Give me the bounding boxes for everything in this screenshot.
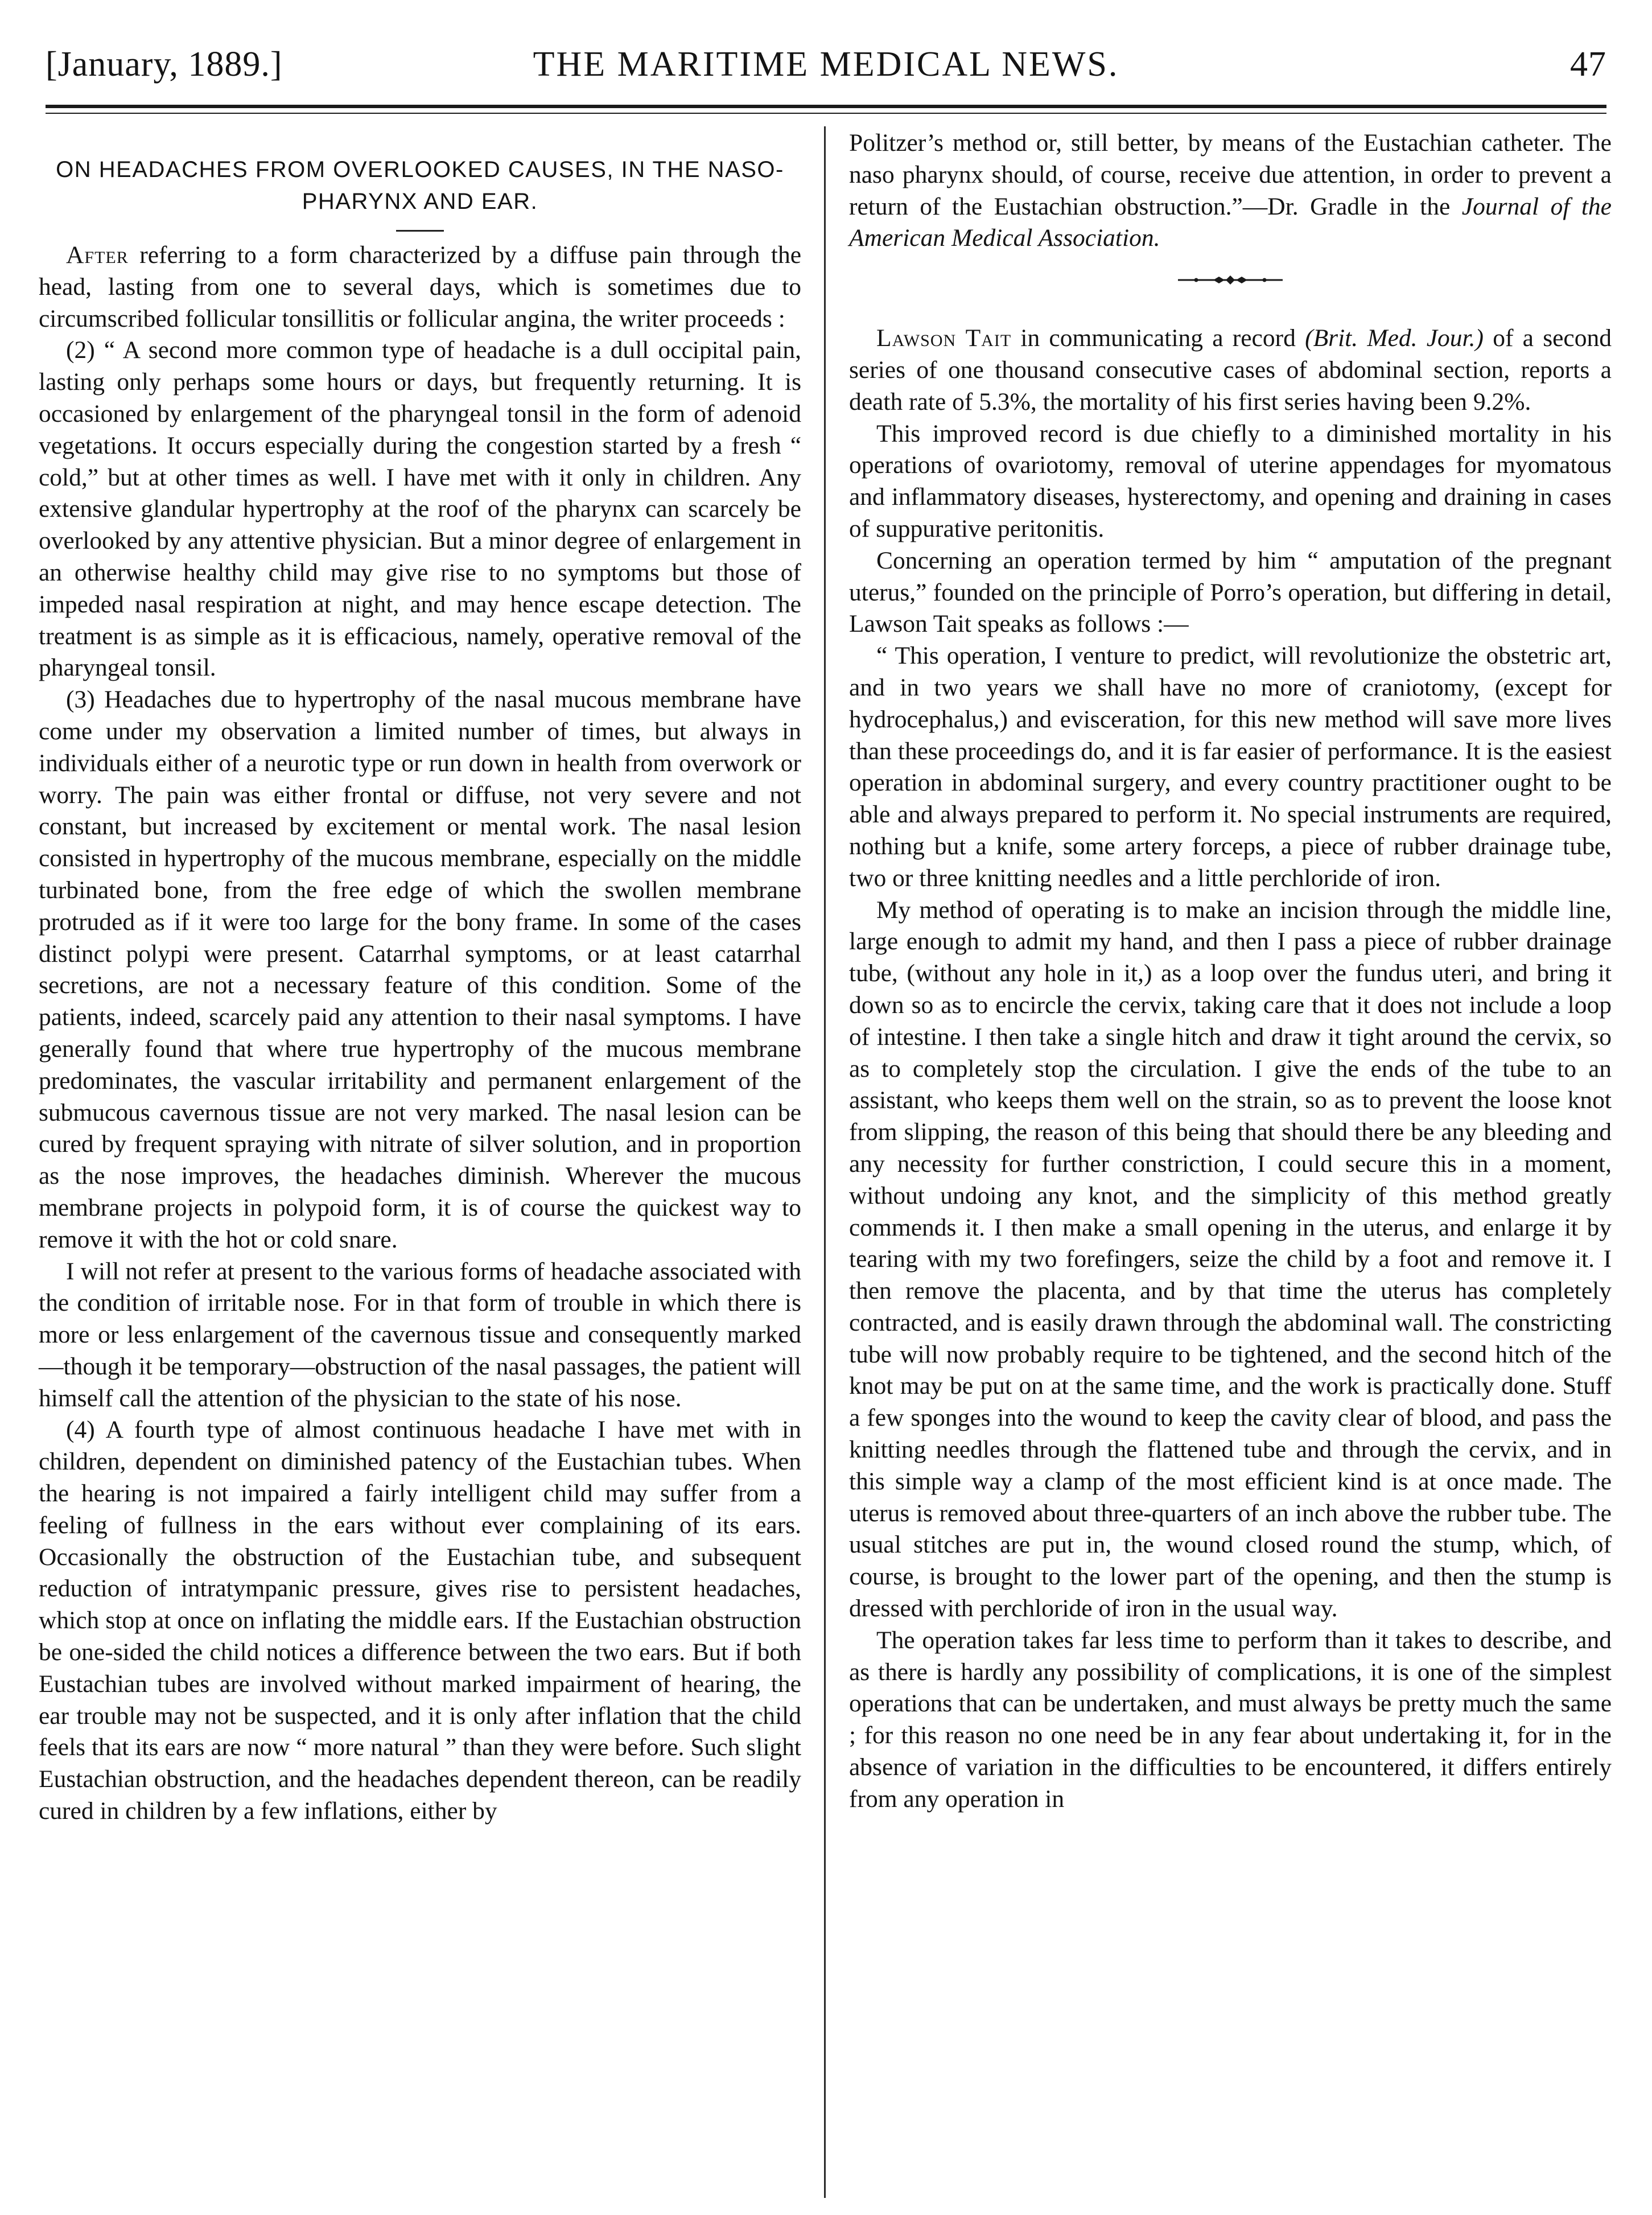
journal-title: THE MARITIME MEDICAL NEWS. bbox=[533, 45, 1119, 84]
ornament-rule-icon bbox=[1173, 271, 1287, 289]
lead-word: After bbox=[66, 241, 129, 269]
article-paragraph: This improved record is due chiefly to a diminished mortality in his operations of ovariotomy, removal of uterine appendages for myomatous and inflammatory diseases, hysterectomy, and opening and draining in cases of suppurative peritonitis. bbox=[849, 419, 1612, 542]
article-paragraph: After referring to a form characterized by a diffuse pain through the head, lasting from one to several days, which is sometimes due to circumscribed follicular tonsillitis or follicular angina, the writer proceeds : bbox=[39, 241, 801, 332]
article-paragraph: (4) A fourth type of almost continuous headache I have met with in children, dependent on diminished patency of the Eustachian tubes. When the hearing is not impaired a fairly intelligent child may suffer from a feeling of fullness in the ears without ever complaining of its ears. Occasionally the obstruction of the Eustachian tube, and subsequent reduction of intratympanic pressure, gives rise to persistent headaches, which stop at once on inflating the middle ears. If the Eustachian obstruction be one-sided the child notices a difference between the two ears. But if both Eustachian tubes are involved without marked impairment of hearing, the ear trouble may not be suspected, and it is only after inflation that the child feels that its ears are now “ more natural ” than they were before. Such slight Eustachian obstruction, and the headaches dependent thereon, can be readily cured in children by a few inflations, either by bbox=[39, 1416, 801, 1825]
article-paragraph: Lawson Tait in communicating a record (Brit. Med. Jour.) of a second series of one thousand consecutive cases of abdominal section, reports a death rate of 5.3%, the mortality of his first series having been 9.2%. bbox=[849, 324, 1612, 415]
citation: (Brit. Med. Jour.) bbox=[1305, 324, 1484, 352]
section-ornament bbox=[849, 254, 1612, 306]
page-number: 47 bbox=[1570, 45, 1606, 84]
lead-name: Lawson Tait bbox=[876, 324, 1012, 352]
article-paragraph: The operation takes far less time to perform than it takes to describe, and as there is hardly any possibility of complications, it is one of the simplest operations that can be undertaken, and must always be pretty much the same ; for this reason no one need be in any fear about undertaking it, for in the absence of variation in the difficulties to be encountered, it differs entirely from any operation in bbox=[849, 1626, 1612, 1813]
article-paragraph: I will not refer at present to the various forms of headache associated with the condition of irritable nose. For in that form of trouble in which there is more or less enlargement of the cavernous tissue and consequently marked—though it be temporary—obstruction of the nasal passages, the patient will himself call the attention of the physician to the state of his nose. bbox=[39, 1257, 801, 1412]
source-citation: Journal of the American Medical Association. bbox=[849, 192, 1612, 252]
left-column bbox=[39, 127, 801, 1827]
header-rule-thin bbox=[46, 113, 1606, 114]
article-paragraph: (3) Headaches due to hypertrophy of the nasal mucous membrane have come under my observation a limited number of times, but always in individuals either of a neurotic type or run down in health from overwork or worry. The pain was either frontal or diffuse, not very severe and not constant, but increased by excitement or mental work. The nasal lesion consisted in hypertrophy of the mucous membrane, especially on the middle turbinated bone, from the free edge of which the swollen membrane protruded as if it were too large for the bony frame. In some of the cases distinct polypi were present. Catarrhal symptoms, or at least catarrhal secretions, are not a necessary feature of this condition. Some of the patients, indeed, scarcely paid any attention to their nasal symptoms. I have generally found that where true hypertrophy of the mucous membrane predominates, the vascular irritability and permanent enlargement of the submucous cavernous tissue are not very marked. The nasal lesion can be cured by frequent spraying with nitrate of silver solution, and in proportion as the nose improves, the headaches diminish. Wherever the mucous membrane projects in polypoid form, it is of course the quickest way to remove it with the hot or cold snare. bbox=[39, 686, 801, 1253]
column-divider bbox=[824, 126, 826, 2198]
article-paragraph: My method of operating is to make an incision through the middle line, large enough to admit my hand, and then I pass a piece of rubber drainage tube, (without any hole in it,) as a loop over the fundus uteri, and bring it down so as to encircle the cervix, taking care that it does not include a loop of intestine. I then take a single hitch and draw it tight around the cervix, so as to completely stop the circulation. I give the ends of the tube to an assistant, who keeps them well on the strain, so as to prevent the loose knot from slipping, the reason of this being that should there be any bleeding and any necessity for further constriction, I could secure this in a moment, without undoing any knot, and the simplicity of this method greatly commends it. I then make a small opening in the uterus, and enlarge it by tearing with my two forefingers, seize the child by a foot and remove it. I then remove the placenta, and by that time the uterus has completely contracted, and is easily drawn through the abdominal wall. The constricting tube will now probably require to be tightened, and the second hitch of the knot may be put on at the same time, and the work is practically done. Stuff a few sponges into the wound to keep the cavity clear of blood, and pass the knitting needles through the flattened tube and through the cervix, and in this simple way a clamp of the most efficient kind is at once made. The uterus is removed about three-quarters of an inch above the rubber tube. The usual stitches are put in, the wound closed round the stump, which, of course, is brought to the lower part of the opening, and then the stump is dressed with perchloride of iron in the usual way. bbox=[849, 896, 1612, 1623]
header-rule-thick bbox=[46, 105, 1606, 108]
issue-date: [January, 1889.] bbox=[46, 45, 283, 84]
title-rule bbox=[396, 230, 444, 232]
article-paragraph: Concerning an operation termed by him “ amputation of the pregnant uterus,” founded on the principle of Porro’s operation, but differing in detail, Lawson Tait speaks as follows :— bbox=[849, 546, 1612, 638]
running-head bbox=[46, 44, 1606, 96]
article-title: ON HEADACHES FROM OVERLOOKED CAUSES, IN THE NASO-PHARYNX AND EAR. bbox=[56, 157, 784, 214]
article-paragraph: “ This operation, I venture to predict, will revolutionize the obstetric art, and in two years we shall have no more of craniotomy, (except for hydrocephalus,) and evisceration, for this new method will save more lives than these proceedings do, and it is far easier of performance. It is the easiest operation in abdominal surgery, and every country practitioner ought to be able and always prepared to perform it. No special instruments are required, nothing but a knife, some artery forceps, a piece of rubber drainage tube, two or three knitting needles and a little perchloride of iron. bbox=[849, 642, 1612, 892]
article-continuation: Politzer’s method or, still better, by means of the Eustachian catheter. The naso pharynx should, of course, receive due attention, in order to prevent a return of the Eustachian obstruction.”—Dr. Gradle in the Journal of the American Medical Association. bbox=[849, 129, 1612, 252]
article-paragraph: (2) “ A second more common type of headache is a dull occipital pain, lasting only perhaps some hours or days, but frequently returning. It is occasioned by enlargement of the pharyngeal tonsil in the form of adenoid vegetations. It occurs especially during the congestion started by a fresh “ cold,” but at other times as well. I have met with it only in children. Any extensive glandular hypertrophy at the roof of the pharynx can scarcely be overlooked by any attentive physician. But a minor degree of enlargement in an otherwise healthy child may give rise to no symptoms but those of impeded nasal respiration at night, and may hence escape detection. The treatment is as simple as it is efficacious, namely, operative removal of the pharyngeal tonsil. bbox=[39, 336, 801, 682]
right-column bbox=[849, 127, 1612, 1815]
